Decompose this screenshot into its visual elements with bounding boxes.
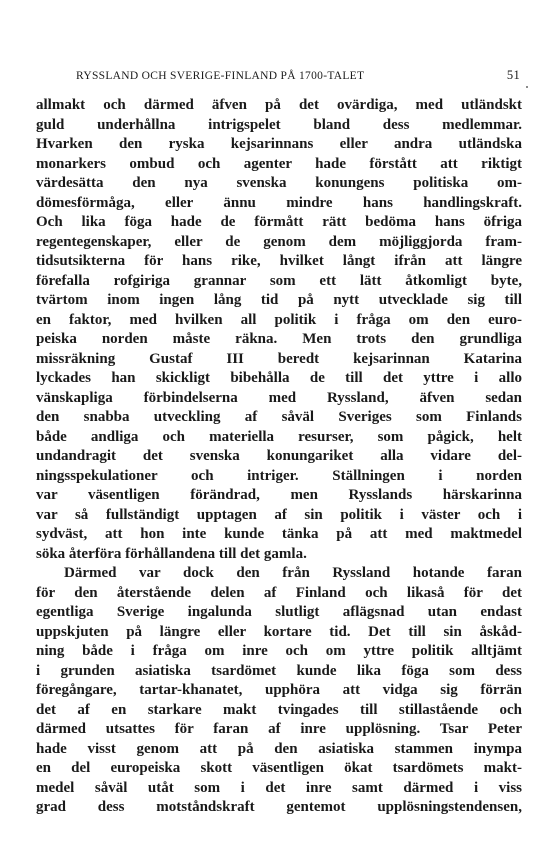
text-line: missräkning Gustaf III beredt kejsarinnan Katarina	[36, 350, 522, 367]
text-line: vänskapliga förbindelserna med Ryssland, äfven sedan	[36, 389, 522, 406]
text-line: både andliga och materiella resurser, som pågick, helt	[36, 428, 522, 445]
text-line: egentliga Sverige ingalunda slutligt aflägsnad utan endast	[36, 604, 522, 620]
text-line: lyckades han skickligt bibehålla de till det yttre i allo	[36, 370, 522, 386]
text-line: Och lika föga hade de förmått rätt bedöma hans öfriga	[36, 214, 522, 230]
text-line: värdesätta den nya svenska konungens politiska om-	[36, 175, 522, 191]
text-line: medel såväl utåt som i det inre samt därmed i viss	[36, 779, 522, 796]
text-line: en faktor, med hvilken all politik i fråga om den euro-	[36, 311, 522, 328]
text-line: grad dess motståndskraft gentemot upplösningstendensen,	[36, 799, 522, 815]
text-line: en del europeiska skott väsentligen ökat tsardömets makt-	[36, 760, 522, 776]
text-line: tvärtom inom ingen lång tid på nytt utvecklade sig till	[36, 292, 522, 308]
text-line: ningsspekulationer och intriger. Ställningen i norden	[36, 467, 522, 484]
running-title: RYSSLAND OCH SVERIGE-FINLAND PÅ 1700-TALET	[76, 70, 365, 82]
text-line: den snabba utveckling af såväl Sveriges som Finlands	[36, 409, 522, 425]
text-line: sydväst, att hon inte kunde tänka på att med maktmedel	[36, 526, 522, 542]
text-line: i grunden asiatiska tsardömet kunde lika föga som dess	[36, 662, 522, 679]
text-line: förefalla rofgiriga grannar som ett lätt åtkomligt byte,	[36, 272, 522, 289]
text-line: Därmed var dock den från Ryssland hotande faran	[64, 565, 522, 581]
text-line: allmakt och därmed äfven på det ovärdiga, med utländskt	[36, 97, 522, 113]
text-line: det af en starkare makt tvingades till stillastående och	[36, 701, 522, 718]
text-line: ning både i fråga om inre och om yttre politik alltjämt	[36, 643, 522, 659]
text-line: söka återföra förhållandena till det gamla.	[36, 545, 307, 562]
paper-speck	[526, 86, 528, 88]
text-line: regentegenskaper, eller de genom dem möjliggjorda fram-	[36, 233, 522, 250]
text-line: var så fullständigt upptagen af sin politik i väster och i	[36, 506, 522, 523]
text-line: för den återstående delen af Finland och likaså för det	[36, 584, 522, 601]
text-line: var väsentligen förändrad, men Rysslands härskarinna	[36, 487, 522, 503]
text-line: tidsutsikterna för hans rike, hvilket långt ifrån att längre	[36, 253, 522, 269]
text-line: undandragit det svenska konungariket alla vidare del-	[36, 448, 522, 464]
text-line: föregångare, tartar-khanatet, upphöra att vidga sig förrän	[36, 682, 522, 698]
body-text	[36, 96, 522, 818]
text-line: guld underhållna intrigspelet bland dess medlemmar.	[36, 116, 522, 133]
text-line: dömesförmåga, eller ännu mindre hans handlingskraft.	[36, 194, 522, 211]
text-line: peiska norden måste räkna. Men trots den grundliga	[36, 331, 522, 347]
text-line: Hvarken den ryska kejsarinnans eller andra utländska	[36, 136, 522, 152]
text-line: uppskjuten på längre eller kortare tid. Det till sin åskåd-	[36, 623, 522, 640]
page-number: 51	[506, 68, 520, 82]
running-head	[36, 68, 520, 83]
text-line: därmed utsattes för faran af inre upplösning. Tsar Peter	[36, 721, 522, 737]
text-line: hade visst genom att på den asiatiska stammen inympa	[36, 740, 522, 757]
text-line: monarkers ombud och agenter hade förstått att riktigt	[36, 155, 522, 172]
